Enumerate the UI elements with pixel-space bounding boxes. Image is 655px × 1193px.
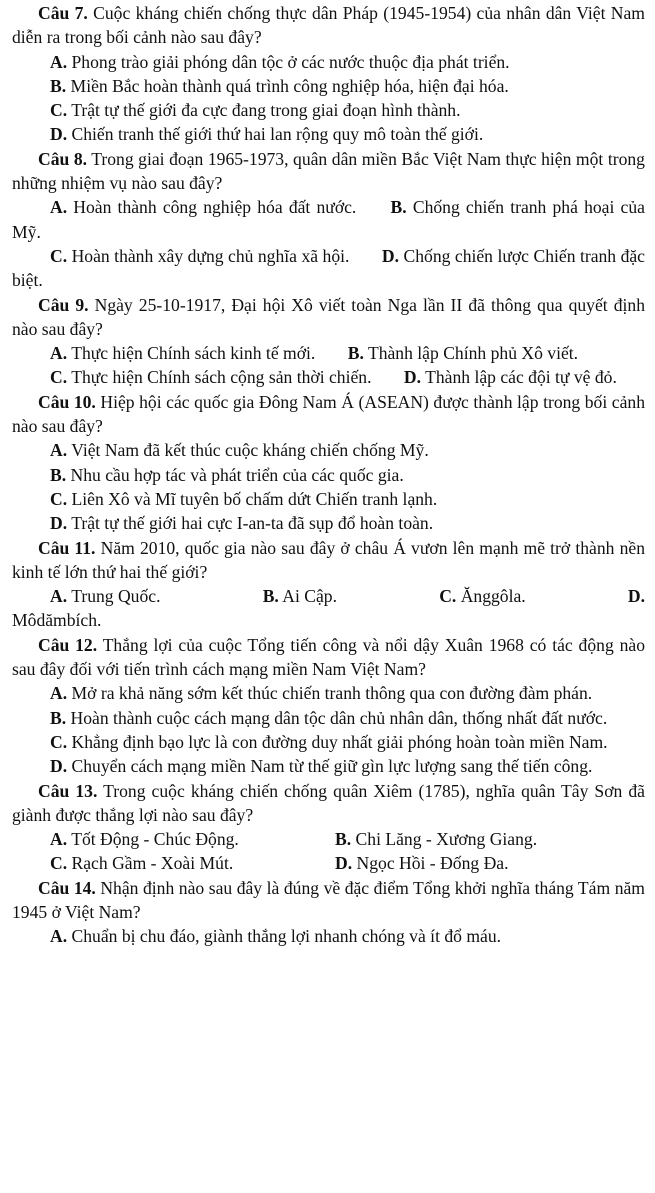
question-13 (12, 779, 645, 876)
question-12 (12, 633, 645, 779)
question-11 (12, 536, 645, 633)
question-label: Câu 12. (38, 634, 98, 655)
option-b: B. Miền Bắc hoàn thành quá trình công nghiệp hóa, hiện đại hóa. (50, 75, 509, 96)
question-9 (12, 293, 645, 390)
option-c: C. Ănggôla. (439, 586, 526, 607)
option-c-d: C. Hoàn thành xây dựng chủ nghĩa xã hội. D. Chống chiến lược Chiến tranh đặc biệt. (12, 245, 645, 291)
question-label: Câu 13. (38, 780, 98, 801)
question-stem: Trong cuộc kháng chiến chống quân Xiêm (1785), nghĩa quân Tây Sơn đã giành được thắng lợi nào sau đây? (12, 780, 645, 825)
question-stem: Trong giai đoạn 1965-1973, quân dân miền Bắc Việt Nam thực hiện một trong những nhiệm vụ nào sau đây? (12, 148, 645, 194)
question-stem: Nhận định nào sau đây là đúng về đặc điểm Tổng khởi nghĩa tháng Tám năm 1945 ở Việt Nam? (12, 877, 645, 922)
option-d-text: Môdămbích. (12, 610, 102, 631)
option-c: C. Liên Xô và Mĩ tuyên bố chấm dứt Chiến tranh lạnh. (50, 488, 438, 509)
question-label: Câu 7. (38, 3, 88, 23)
option-a: A. Phong trào giải phóng dân tộc ở các nước thuộc địa phát triển. (50, 51, 510, 72)
option-a-b: A. Thực hiện Chính sách kinh tế mới. B. Thành lập Chính phủ Xô viết. (50, 343, 579, 364)
question-7 (12, 1, 645, 147)
option-c: C. Trật tự thế giới đa cực đang trong giai đoạn hình thành. (50, 100, 461, 121)
option-a-b: A. Hoàn thành công nghiệp hóa đất nước. B. Chống chiến tranh phá hoại của Mỹ. (12, 197, 645, 242)
question-14 (12, 876, 645, 949)
question-10 (12, 390, 645, 536)
option-a: A. Chuẩn bị chu đáo, giành thắng lợi nhanh chóng và ít đổ máu. (50, 926, 502, 947)
question-stem: Cuộc kháng chiến chống thực dân Pháp (1945-1954) của nhân dân Việt Nam diễn ra trong bối cảnh nào sau đây? (12, 3, 645, 48)
option-b: B. Hoàn thành cuộc cách mạng dân tộc dân chủ nhân dân, thống nhất đất nước. (50, 707, 608, 728)
option-a: A. Việt Nam đã kết thúc cuộc kháng chiến chống Mỹ. (50, 440, 429, 461)
question-label: Câu 10. (38, 391, 96, 412)
question-label: Câu 14. (38, 877, 96, 898)
option-c: C. Khẳng định bạo lực là con đường duy nhất giải phóng hoàn toàn miền Nam. (50, 731, 608, 752)
option-d: D. Chuyển cách mạng miền Nam từ thế giữ gìn lực lượng sang thế tiến công. (50, 756, 593, 777)
question-stem: Hiệp hội các quốc gia Đông Nam Á (ASEAN) được thành lập trong bối cảnh nào sau đây? (12, 391, 645, 437)
option-c-d: C. Rạch Gầm - Xoài Mút. D. Ngọc Hồi - Đống Đa. (50, 853, 509, 874)
option-d: D. Chiến tranh thế giới thứ hai lan rộng quy mô toàn thế giới. (50, 124, 484, 145)
question-stem: Năm 2010, quốc gia nào sau đây ở châu Á vươn lên mạnh mẽ trở thành nền kinh tế lớn thứ hai thế giới? (12, 537, 645, 582)
question-stem: Ngày 25-10-1917, Đại hội Xô viết toàn Nga lần II đã thông qua quyết định nào sau đây? (12, 294, 645, 339)
option-b: B. Nhu cầu hợp tác và phát triển của các quốc gia. (50, 464, 404, 485)
option-b: B. Ai Cập. (262, 586, 337, 607)
option-d: D. Trật tự thế giới hai cực I-an-ta đã sụp đổ hoàn toàn. (50, 513, 434, 534)
question-stem: Thắng lợi của cuộc Tổng tiến công và nổi dậy Xuân 1968 có tác động nào sau đây đối với tiến trình cách mạng miền Nam Việt Nam? (12, 634, 645, 680)
option-a-b: A. Tốt Động - Chúc Động. B. Chi Lăng - Xương Giang. (50, 829, 538, 850)
question-8 (12, 147, 645, 293)
option-a: A. Trung Quốc. (50, 586, 161, 607)
question-label: Câu 11. (38, 537, 96, 558)
option-d-letter: D. (627, 586, 645, 607)
question-label: Câu 8. (38, 148, 88, 169)
option-c-d: C. Thực hiện Chính sách cộng sản thời chiến. D. Thành lập các đội tự vệ đỏ. (50, 367, 617, 388)
option-a: A. Mở ra khả năng sớm kết thúc chiến tranh thông qua con đường đàm phán. (50, 683, 593, 704)
options-row (12, 584, 645, 608)
question-label: Câu 9. (38, 294, 89, 315)
